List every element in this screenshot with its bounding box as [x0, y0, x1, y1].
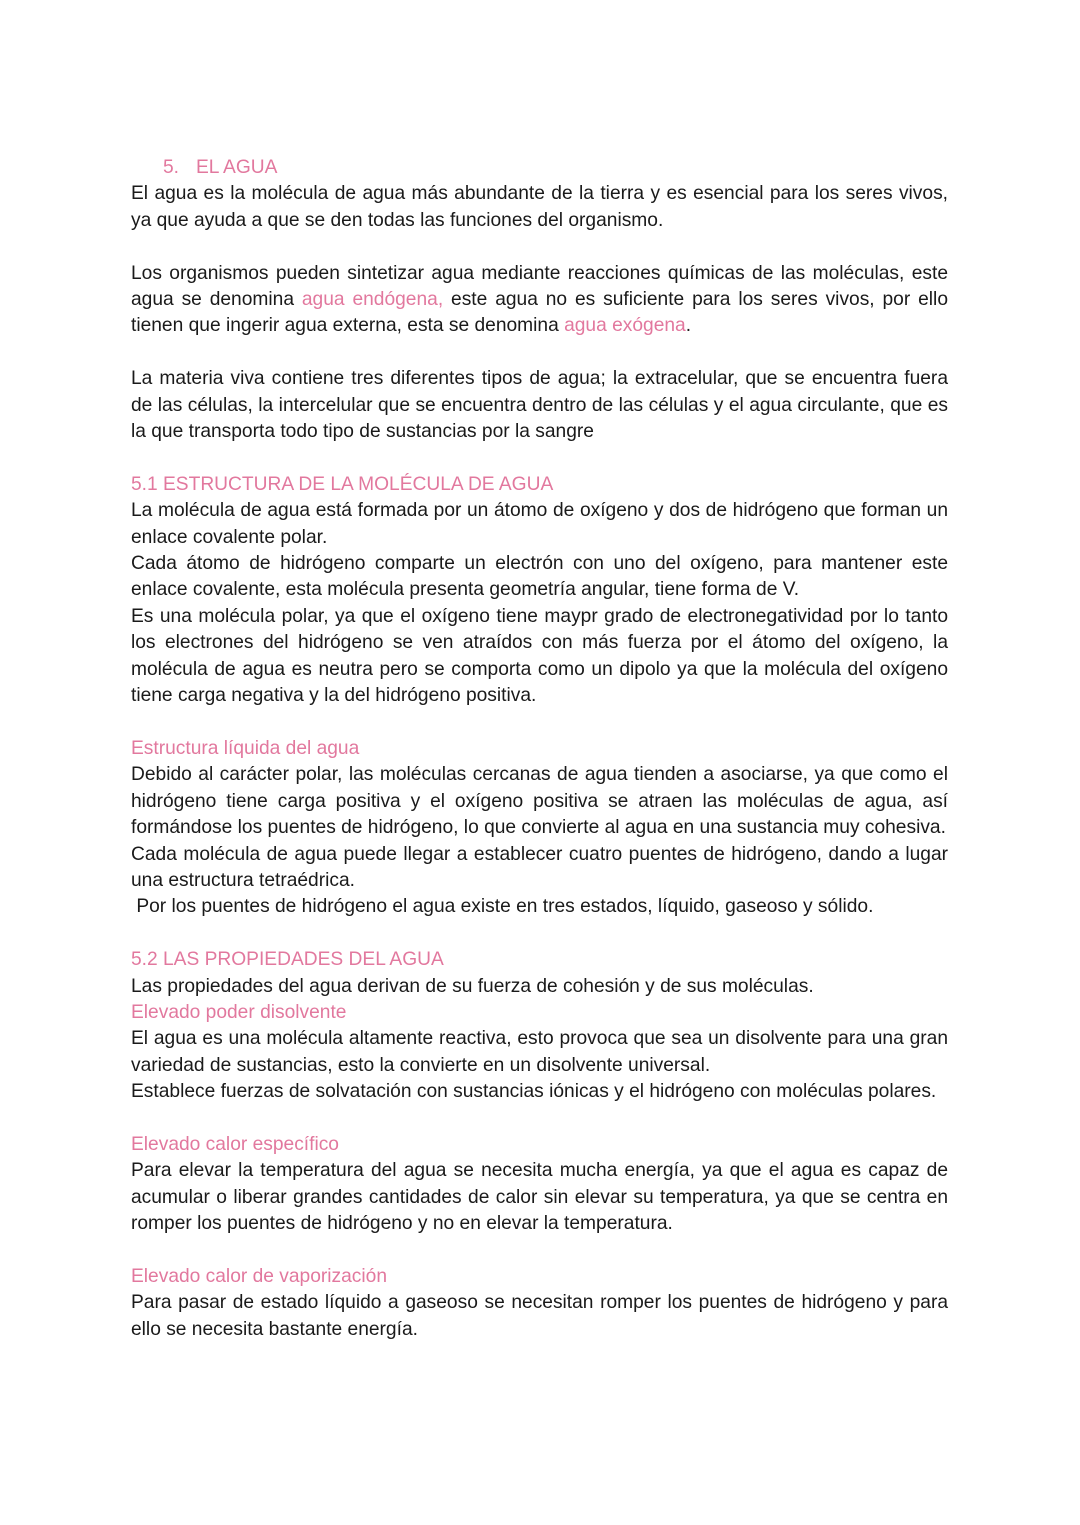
paragraph-intro: El agua es la molécula de agua más abundante de la tierra y es esencial para los seres vivos, ya que ayuda a que se den todas las funciones del organismo.	[131, 183, 948, 231]
paragraph-liquid-2: Cada molécula de agua puede llegar a establecer cuatro puentes de hidrógeno, dando a lugar una estructura tetraédrica.	[131, 843, 948, 891]
text-span: Los organismos pueden sintetizar agua mediante reacciones químicas de las moléculas, este agua se denomina	[131, 262, 948, 311]
text-span: este agua no es suficiente para los seres vivos, por ello tienen que ingerir agua externa, esta se denomina	[131, 289, 948, 337]
paragraph-structure-3: Es una molécula polar, ya que el oxígeno tiene maypr grado de electronegatividad por lo tanto los electrones del hidrógeno se ven atraídos con más fuerza por el átomo del oxígeno, la molécula de agua es neutra pero se comporta como un dipolo ya que la molécula del oxígeno tiene carga negativa y la del hidrógeno positiva.	[131, 605, 948, 707]
paragraph-liquid-1: Debido al carácter polar, las moléculas cercanas de agua tienden a asociarse, ya que como el hidrógeno tiene carga positiva y el oxígeno positiva se atraen las moléculas de agua, así formándose los puentes de hidrógeno, lo que convierte al agua en una sustancia muy cohesiva.	[131, 764, 948, 839]
section-heading-propiedades: 5.2 LAS PROPIEDADES DEL AGUA	[131, 949, 444, 971]
paragraph-properties-intro: Las propiedades del agua derivan de su fuerza de cohesión y de sus moléculas.	[131, 975, 814, 997]
term-agua-exogena: agua exógena	[564, 315, 686, 337]
document-page	[131, 155, 948, 1343]
subheading-calor-especifico: Elevado calor específico	[131, 1133, 339, 1155]
paragraph-solvent-2: Establece fuerzas de solvatación con sustancias iónicas y el hidrógeno con moléculas polares.	[131, 1081, 937, 1103]
paragraph-water-types	[131, 261, 948, 340]
subheading-calor-vaporizacion: Elevado calor de vaporización	[131, 1265, 387, 1287]
paragraph-living-matter: La materia viva contiene tres diferentes tipos de agua; la extracelular, que se encuentra fuera de las células, la intercelular que se encuentra dentro de las células y el agua circulante, que es la que transporta todo tipo de sustancias por la sangre	[131, 368, 948, 443]
paragraph-structure-1: La molécula de agua está formada por un átomo de oxígeno y dos de hidrógeno que forman un enlace covalente polar.	[131, 500, 948, 548]
subheading-estructura-liquida: Estructura líquida del agua	[131, 737, 360, 759]
section-title: EL AGUA	[196, 157, 278, 178]
section-heading-estructura: 5.1 ESTRUCTURA DE LA MOLÉCULA DE AGUA	[131, 473, 554, 495]
subheading-poder-disolvente: Elevado poder disolvente	[131, 1001, 347, 1023]
paragraph-liquid-3: Por los puentes de hidrógeno el agua existe en tres estados, líquido, gaseoso y sólido.	[131, 896, 874, 918]
section-heading-el-agua	[131, 155, 948, 181]
paragraph-vaporization: Para pasar de estado líquido a gaseoso se necesitan romper los puentes de hidrógeno y para ello se necesita bastante energía.	[131, 1292, 948, 1340]
paragraph-structure-2: Cada átomo de hidrógeno comparte un electrón con uno del oxígeno, para mantener este enlace covalente, esta molécula presenta geometría angular, tiene forma de V.	[131, 553, 948, 601]
paragraph-specific-heat: Para elevar la temperatura del agua se necesita mucha energía, ya que el agua es capaz de acumular o liberar grandes cantidades de calor sin elevar su temperatura, ya que se centra en romper los puentes de hidrógeno y no en elevar la temperatura.	[131, 1160, 948, 1235]
paragraph-solvent-1: El agua es una molécula altamente reactiva, esto provoca que sea un disolvente para una gran variedad de sustancias, esto la convierte en un disolvente universal.	[131, 1028, 948, 1076]
text-span: .	[685, 315, 692, 337]
term-agua-endogena: agua endógena,	[301, 289, 444, 311]
section-number: 5.	[163, 157, 180, 178]
